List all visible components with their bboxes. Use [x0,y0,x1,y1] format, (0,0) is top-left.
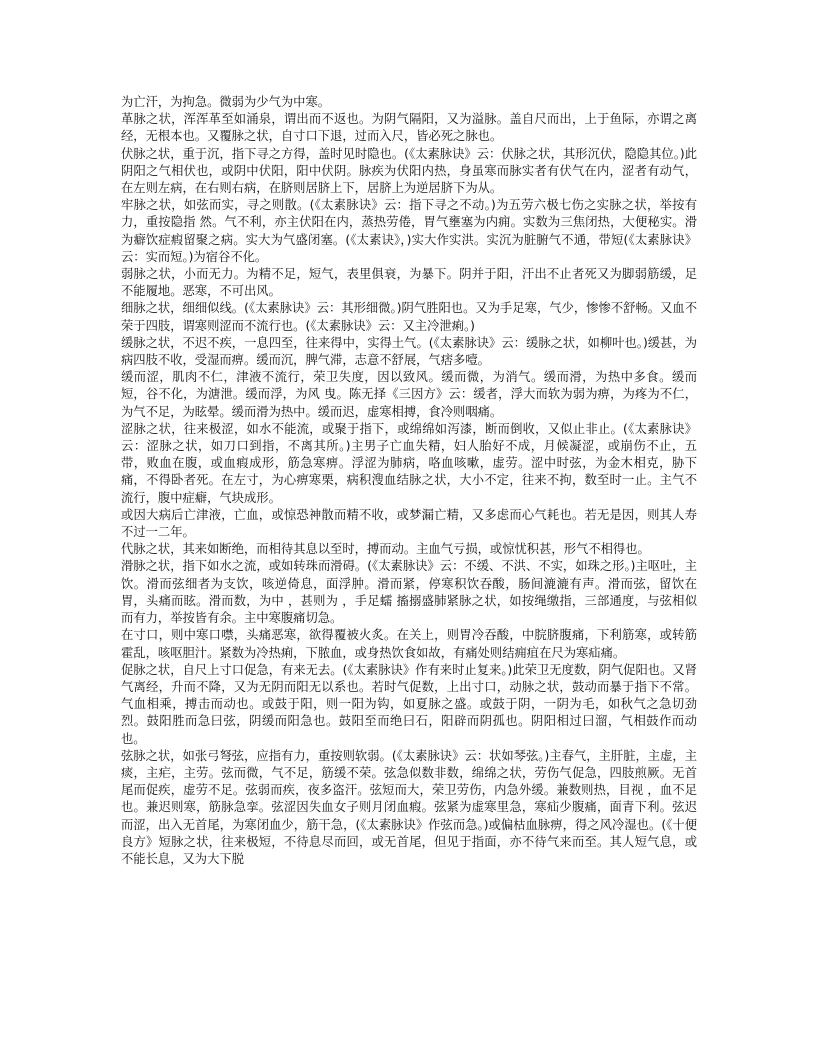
paragraph: 革脉之状，浑浑革至如涌泉，谓出而不返也。为阴气隔阳，又为溢脉。盖自尺而出，上于鱼际，亦谓之离经，无根本也。又覆脉之状，自寸口下退，过而入尺，皆必死之脉也。 [121,112,697,144]
paragraph: 缓而涩，肌肉不仁，津液不流行，荣卫失度，因以致风。缓而微，为消气。缓而滑，为热中多食。缓而短，谷不化，为溏泄。缓而浮，为风 曳。陈无择《三因方》云：缓者，浮大而软为弱为痹，为疼为不仁，为气不足，为眩晕。缓而滑为热中。缓而迟，虚寒相搏，食冷则咽痛。 [121,370,697,419]
paragraph: 涩脉之状，往来极涩，如水不能流，或聚于指下，或绵绵如泻漆，断而倒收，又似止非止。(《太素脉诀》云：涩脉之状，如刀口到指，不离其所。)主男子亡血失精，妇人胎好不成，月候凝涩，或崩伤不止，五带，败血在腹，或血瘕成形，筋急寒痹。浮涩为肺病，咯血咳嗽，虚劳。涩中时弦，为金木相克，胁下痛，不得卧者死。在左寸，为心痹寒栗，病积溲血结脉之状，大小不定，往来不拘，数至时一止。主气不流行，腹中症癖，气块成形。 [121,421,697,505]
paragraph: 代脉之状，其来如断绝，而相待其息以至时，搏而动。主血气亏损，或惊忧积甚，形气不相得也。 [121,542,650,557]
paragraph: 为亡汗，为拘急。微弱为少气为中寒。 [121,95,331,109]
paragraph: 缓脉之状，不迟不疾，一息四至，往来得中，实得土气。(《太素脉诀》云：缓脉之状，如柳叶也。)缓甚，为病四肢不收，受湿而痹。缓而沉，脾气滞，志意不舒展，气痞多噎。 [121,335,697,368]
paragraph: 弦脉之状，如张弓弩弦，应指有力，重按则软弱。(《太素脉诀》云：状如琴弦。)主春气，主肝脏，主虚，主痰，主疟，主劳。弦而微，气不足，筋缓不荣。弦急似数非数，绵绵之状，劳伤气促急，四肢煎厥。无首尾而促疾，虚劳不足。弦弱而疾，夜多盗汗。弦短而大，荣卫劳伤，内急外缓。兼数则热，目视 ，血不足也。兼迟则寒，筋脉急挛。弦涩因失血女子则月闭血瘕。弦紧为虚寒里急，寒疝少腹痛，面青下利。弦迟而涩，出入无首尾，为寒闭血少，筋干急，(《太素脉诀》作弦而急。)或偏枯血脉痹，得之风冷湿也。(《十便良方》短脉之状，往来极短，不待息尽而回，或无首尾，但见于指面，亦不待气来而至。其人短气息，或不能长息，又为大下脱 [121,748,697,866]
document-page [121,94,697,1044]
paragraph: 伏脉之状，重于沉，指下寻之方得，盖时见时隐也。(《太素脉诀》云：伏脉之状，其形沉伏，隐隐其位。)此阴阳之气相伏也，或阴中伏阳，阳中伏阴。脉疾为伏阳内热，身虽寒而脉实者有伏气在内，涩者有动气，在左则左病，在右则右病，在脐则居脐上下，居脐上为逆居脐下为从。 [121,146,697,196]
paragraph: 弱脉之状，小而无力。为精不足，短气，表里俱衰，为暴下。阴并于阳，汗出不止者死又为脚弱筋缓，足不能履地。恶寒，不可出风。 [121,267,697,299]
paragraph: 或因大病后亡津液，亡血，或惊恐神散而精不收，或梦漏亡精，又多虑而心气耗也。若无是因，则其人寿不过一二年。 [121,507,697,540]
paragraph: 促脉之状，自尺上寸口促急，有来无去。(《太素脉诀》作有来时止复来。)此荣卫无度数，阴气促阳也。又肾气离经，升而不降，又为无阴而阳无以系也。若时气促数，上出寸口，动脉之状，鼓动而暴于指下不常。气血相乘，搏击而动也。或鼓于阳，则一阳为钩，如夏脉之盛。或鼓于阴，一阴为毛，如秋气之急切劲烈。鼓阳胜而急曰弦，阴缓而阳急也。鼓阳至而绝曰石，阳辟而阴孤也。阴阳相过曰溜，气相鼓作而动也。 [121,662,697,746]
paragraph: 牢脉之状，如弦而实，寻之则散。(《太素脉诀》云：指下寻之不动。)为五劳六极七伤之实脉之状，举按有力，重按隐指 然。气不利，亦主伏阳在内，蒸热劳倦，胃气壅塞为内痈。实数为三焦闭热，大便秘实。滑为癖饮症瘕留聚之病。实大为气盛闭塞。(《太素诀》，)实大作实洪。实沉为脏腑气不通，带短(《太素脉诀》云：实而短。)为宿谷不化。 [121,198,697,264]
paragraph: 细脉之状，细细似线。(《太素脉诀》云：其形细微。)阴气胜阳也。又为手足寒，气少，惨惨不舒畅。又血不荣于四肢，谓寒则涩而不流行也。(《太素脉诀》云：又主冷泄痢。) [121,301,697,333]
paragraph: 滑脉之状，指下如水之流，或如转珠而滑碍。(《太素脉诀》云：不缓、不洪、不实，如珠之形。)主呕吐，主饮。滑而弦细者为支饮，咳逆倚息，面浮肿。滑而紧，停寒积饮吞酸，肠间漉漉有声。滑而弦，留饮在胃，头痛而眩。滑而数，为中 ，甚则为 ，手足蠕 搐搦盛肺紧脉之状，如按绳缴指，三部通度，与弦相似而有力，举按皆有余。主中寒腹痛切急。 [121,559,697,626]
paragraph: 在寸口，则中寒口噤，头痛恶寒，欲得覆被火炙。在关上，则胃冷吞酸，中脘脐腹痛，下利筋寒，或转筋霍乱，咳呕胆汁。紧数为冷热痢，下脓血，或身热饮食如故，有痛处则结痈疽在尺为寒疝痛。 [121,628,697,660]
